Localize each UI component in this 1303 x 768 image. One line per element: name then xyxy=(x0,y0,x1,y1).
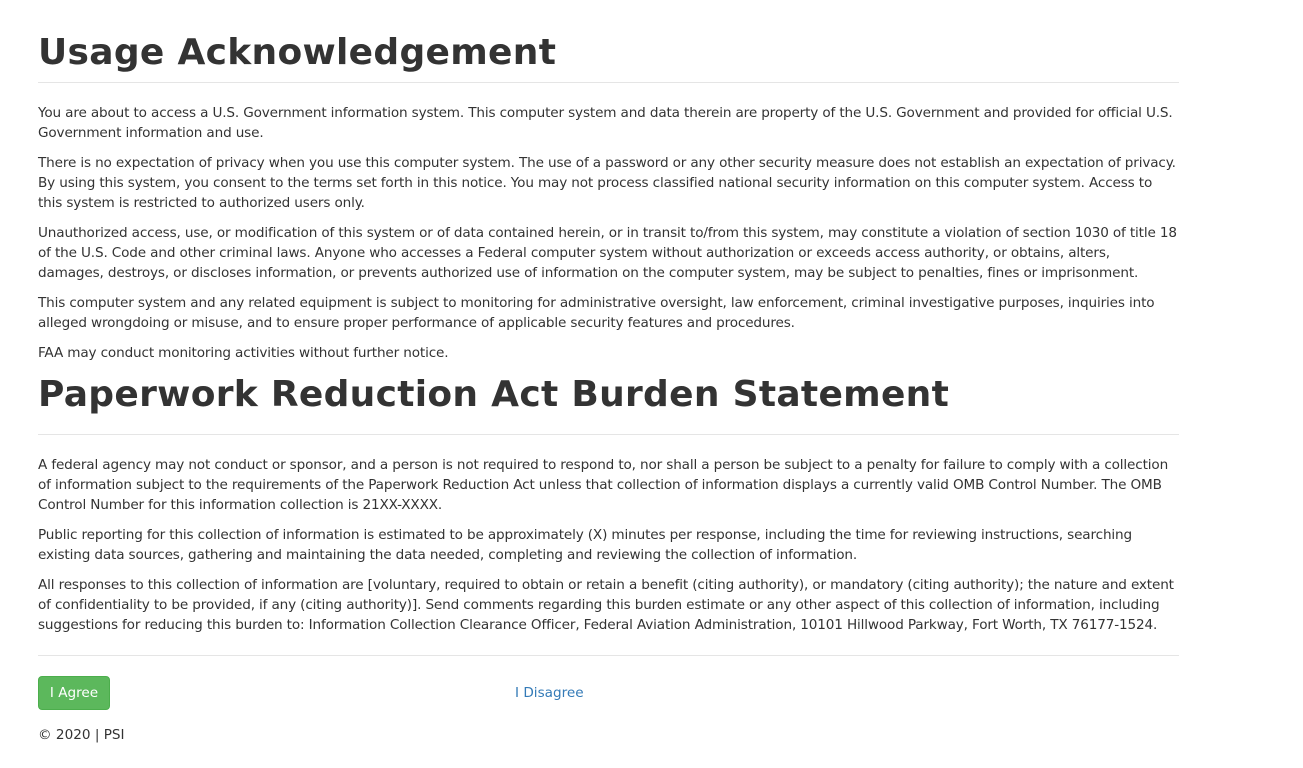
prab-paragraph: Public reporting for this collection of information is estimated to be approximately (X) minutes per response, including the time for reviewing instructions, searching existing data sources, gathering and maintaining the data needed, completing and reviewing the collection of information. xyxy=(38,527,1132,563)
usage-paragraph: This computer system and any related equipment is subject to monitoring for administrative oversight, law enforcement, criminal investigative purposes, inquiries into alleged wrongdoing or misuse, and to ensure proper performance of applicable security features and procedures. xyxy=(38,295,1155,331)
prab-paragraph: All responses to this collection of information are [voluntary, required to obtain or retain a benefit (citing authority), or mandatory (citing authority); the nature and extent of confidentiality to be provided, if any (citing authority)]. Send comments regarding this burden estimate or any other aspect of this collection of information, including suggestions for reducing this burden to: Information Collection Clearance Officer, Federal Aviation Administration, 10101 Hillwood Parkway, Fort Worth, TX 76177-1524. xyxy=(38,577,1174,633)
usage-acknowledgement-section xyxy=(38,83,1179,363)
usage-paragraph: Unauthorized access, use, or modification of this system or of data contained herein, or in transit to/from this system, may constitute a violation of section 1030 of title 18 of the U.S. Code and other criminal laws. Anyone who accesses a Federal computer system without authorization or exceeds access authority, or obtains, alters, damages, destroys, or discloses information, or prevents authorized use of information on the computer system, may be subject to penalties, fines or imprisonment. xyxy=(38,225,1177,281)
usage-paragraph: You are about to access a U.S. Government information system. This computer system and data therein are property of the U.S. Government and provided for official U.S. Government information and use. xyxy=(38,105,1173,141)
agree-button[interactable]: I Agree xyxy=(38,676,110,710)
prab-paragraph: A federal agency may not conduct or sponsor, and a person is not required to respond to, nor shall a person be subject to a penalty for failure to comply with a collection of information subject to the requirements of the Paperwork Reduction Act unless that collection of information displays a currently valid OMB Control Number. The OMB Control Number for this information collection is 21XX-XXXX. xyxy=(38,457,1169,513)
usage-paragraph: There is no expectation of privacy when you use this computer system. The use of a password or any other security measure does not establish an expectation of privacy. By using this system, you consent to the terms set forth in this notice. You may not process classified national security information on this computer system. Access to this system is restricted to authorized users only. xyxy=(38,155,1176,211)
paperwork-reduction-heading: Paperwork Reduction Act Burden Statement xyxy=(38,375,1179,435)
divider xyxy=(38,655,1179,656)
footer-copyright: © 2020 | PSI xyxy=(38,727,125,743)
usage-paragraph: FAA may conduct monitoring activities without further notice. xyxy=(38,345,449,361)
page-container xyxy=(38,0,1179,745)
paperwork-reduction-section xyxy=(38,435,1179,635)
usage-acknowledgement-heading: Usage Acknowledgement xyxy=(38,0,1179,83)
action-bar xyxy=(38,676,1179,710)
disagree-link[interactable]: I Disagree xyxy=(515,685,584,701)
